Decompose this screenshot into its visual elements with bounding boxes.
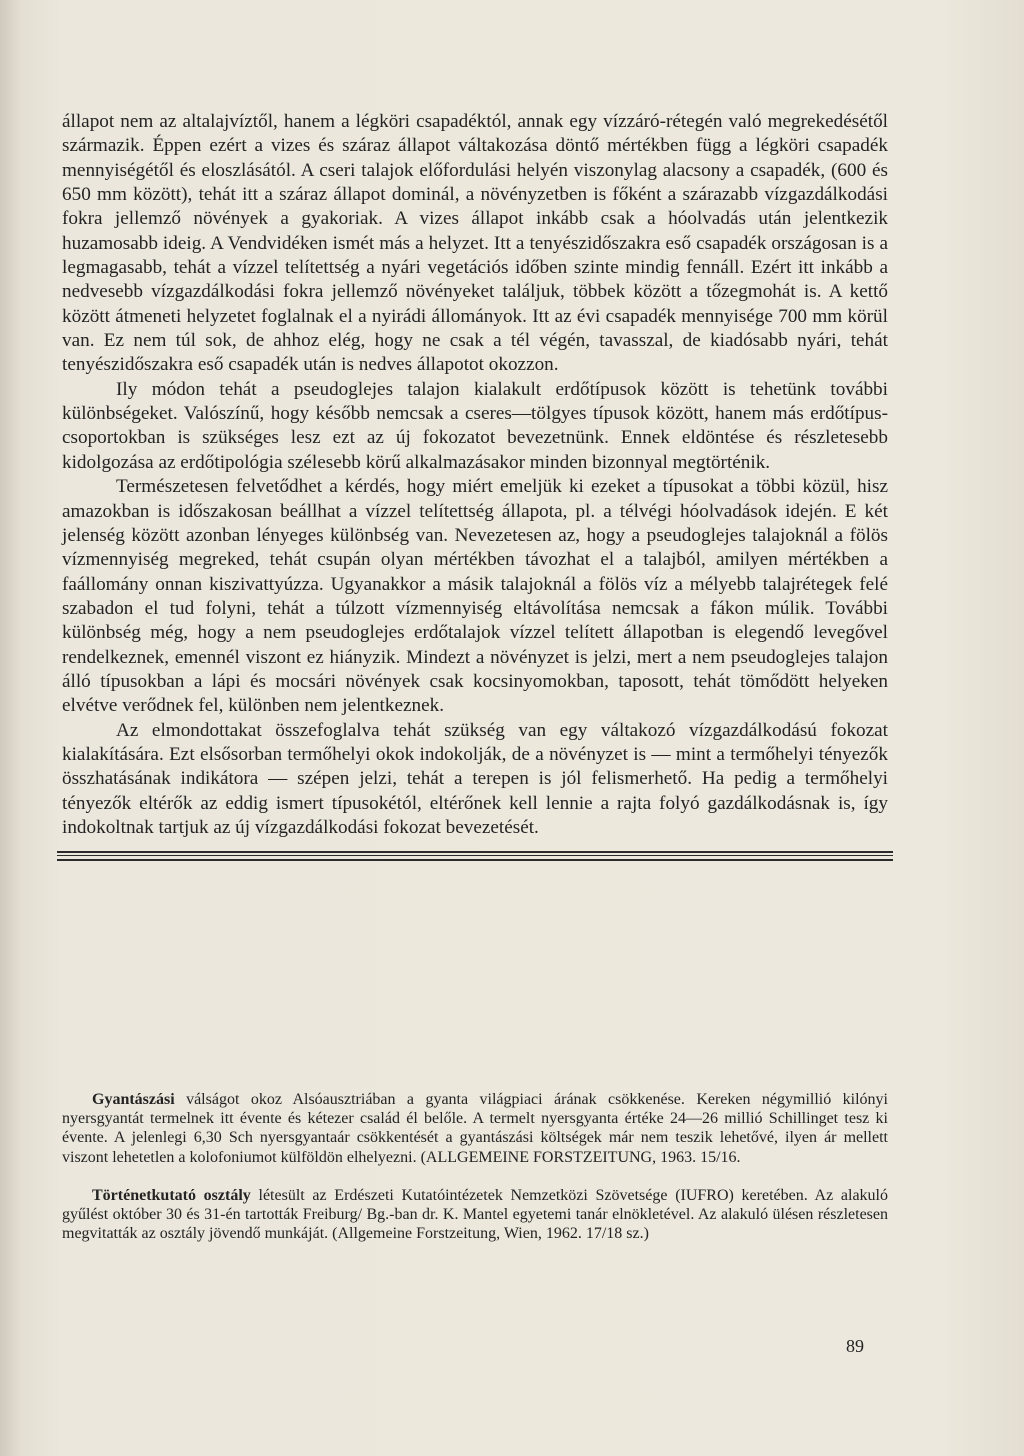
main-text — [62, 110, 888, 840]
note-2 — [62, 1186, 888, 1244]
rule-line — [57, 855, 893, 856]
news-notes — [62, 1090, 888, 1243]
rule-line — [57, 859, 893, 861]
double-rule-divider — [57, 851, 893, 863]
paragraph-2: Ily módon tehát a pseudoglejes talajon kialakult erdőtípusok között is tehetünk további különbségeket. Valószínű, hogy később nemcsak a cseres—tölgyes típusok között, hanem más erdőtípus-csoportokban is szükséges lesz ezt az új fokozatot bevezetnünk. Ennek eldöntése és részletesebb kidolgozása az erdőtipológia szélesebb körű alkalmazásakor minden bizonnyal megtörténik. — [62, 378, 888, 473]
paragraph-3: Természetesen felvetődhet a kérdés, hogy miért emeljük ki ezeket a típusokat a többi közül, hisz amazokban is időszakosan beállhat a vízzel telítettség állapota, pl. a télvégi hóolvadások idején. E két jelenség között azonban lényeges különbség van. Nevezetesen az, hogy a pseudoglejes talajoknál a fölös vízmennyiség megreked, tehát csupán olyan mértékben távozhat el a talajból, amilyen mértékben a faállomány onnan kiszivattyúzza. Ugyanakkor a másik talajoknál a fölös víz a mélyebb talajrétegek felé szabadon el tud folyni, tehát a túlzott vízmennyiség eltávolítása nemcsak a fákon múlik. További különbség még, hogy a nem pseudoglejes erdőtalajok vízzel telített állapotban is elegendő levegővel rendelkeznek, emennél viszont ez hiányzik. Mindezt a növényzet is jelzi, mert a nem pseudoglejes talajon álló típusokban a lápi és mocsári növények csak kocsinyomokban, taposott, tehát tömődött helyeken elvétve verődnek fel, különben nem jelentkeznek. — [62, 476, 888, 717]
note-2-lead: Történetkutató osztály — [92, 1186, 251, 1204]
note-1 — [62, 1090, 888, 1167]
page-number: 89 — [846, 1336, 864, 1356]
rule-line — [57, 851, 893, 853]
note-1-text: válságot okoz Alsóausztriában a gyanta világpiaci árának csökkenése. Kereken négymillió kilónyi nyersgyantát termelnek itt évente és kétezer család él belőle. A termelt nyersgyanta értéke 24—26 millió Schillinget tesz ki évente. A jelenlegi 6,30 Sch nyersgyantaár csökkentését a gyantászási költségek már nem teszik lehetővé, ilyen ár mellett viszont lehetetlen a kolofoniumot külföldön elhelyezni. (ALLGEMEINE FORSTZEITUNG, 1963. 15/16. — [62, 1091, 888, 1166]
note-1-lead: Gyantászási — [92, 1091, 175, 1108]
paragraph-4: Az elmondottakat összefoglalva tehát szükség van egy váltakozó vízgazdálkodású fokozat kialakítására. Ezt elsősorban termőhelyi okok indokolják, de a növényzet is — mint a termőhelyi tényezők összhatásának indikátora — szépen jelzi, tehát a terepen is jól felismerhető. Ha pedig a termőhelyi tényezők eltérők az eddig ismert típusokétól, eltérőnek kell lennie a rajta folyó gazdálkodásnak is, így indokoltnak tartjuk az új vízgazdálkodási fokozat bevezetését. — [62, 719, 888, 838]
paragraph-1: állapot nem az altalajvíztől, hanem a légköri csapadéktól, annak egy vízzáró-rétegén való megrekedésétől származik. Éppen ezért a vizes és száraz állapot váltakozása döntő mértékben függ a légköri csapadék mennyiségétől és eloszlásától. A cseri talajok előfordulási helyén viszonylag alacsony a csapadék, (600 és 650 mm között), tehát itt a száraz állapot dominál, a növényzetben is főként a szárazabb vízgazdálkodási fokra jellemző növények a gyakoriak. A vizes állapot inkább csak a hóolvadás után jelentkezik huzamosabb ideig. A Vendvidéken ismét más a helyzet. Itt a tenyészidőszakra eső csapadék országosan is a legmagasabb, tehát a vízzel telítettség a nyári vegetációs időben szinte mindig fennáll. Ezért itt inkább a nedvesebb vízgazdálkodási fokra jellemző növényeket találjuk, többek között a tőzegmohát is. A kettő között átmeneti helyzetet foglalnak el a nyirádi állományok. Itt az évi csapadék mennyisége 700 mm körül van. Ez nem túl sok, de ahhoz elég, hogy ne csak a tél végén, tavasszal, de kiadósabb nyári, tehát tenyészidőszakra eső csapadék után is nedves állapotot okozzon. — [62, 111, 888, 376]
note-2-text: létesült az Erdészeti Kutatóintézetek Nemzetközi Szövetsége (IUFRO) keretében. Az alakuló gyűlést október 30 és 31-én tartották Freiburg/ Bg.-ban dr. K. Mantel egyetemi tanár elnökletével. Az alakuló ülésen részletesen megvitatták az osztály jövendő munkáját. (Allgemeine Forstzeitung, Wien, 1962. 17/18 sz.) — [62, 1186, 888, 1243]
